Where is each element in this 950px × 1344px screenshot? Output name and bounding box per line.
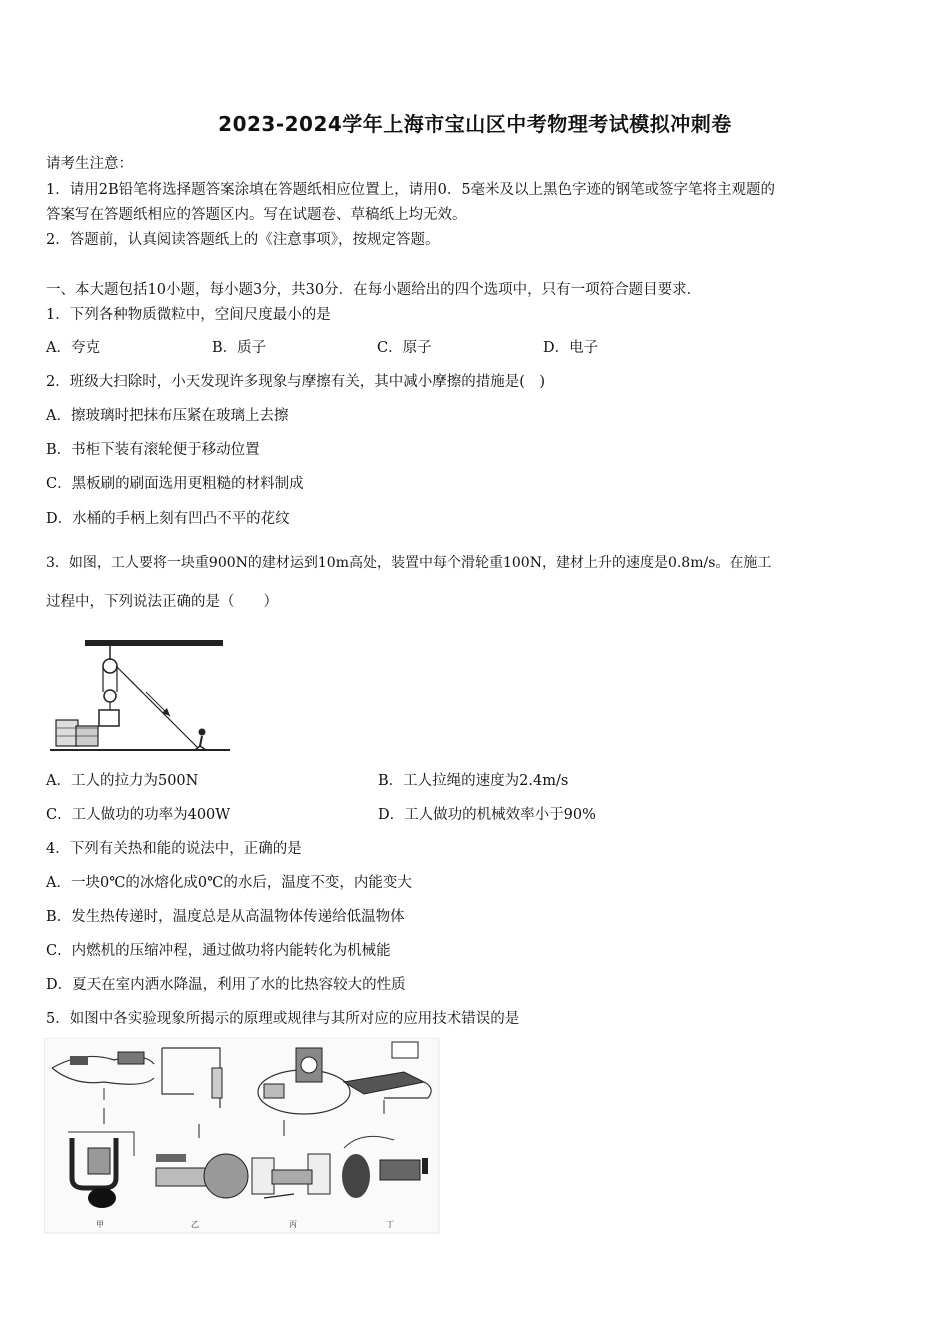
notice-item: 答案写在答题纸相应的答题区内。写在试题卷、草稿纸上均无效。 bbox=[46, 207, 467, 223]
q4-option-d: D．夏天在室内洒水降温，利用了水的比热容较大的性质 bbox=[46, 977, 406, 993]
page-title: 2023-2024学年上海市宝山区中考物理考试模拟冲刺卷 bbox=[218, 112, 732, 136]
question-3-stem: 3．如图，工人要将一块重900N的建材运到10m高处，装置中每个滑轮重100N，建材上升的速度是0.8m/s。在施工 bbox=[46, 555, 772, 571]
q4-option-a: A．一块0℃的冰熔化成0℃的水后，温度不变，内能变大 bbox=[46, 875, 412, 891]
question-1-stem: 1．下列各种物质微粒中，空间尺度最小的是 bbox=[46, 307, 331, 323]
question-4-stem: 4．下列有关热和能的说法中，正确的是 bbox=[46, 841, 302, 857]
figure-label-yi: 乙 bbox=[191, 1220, 199, 1229]
q2-option-b: B．书柜下装有滚轮便于移动位置 bbox=[46, 442, 260, 458]
q2-option-d: D．水桶的手柄上刻有凹凸不平的花纹 bbox=[46, 511, 290, 527]
q1-option-c: C．原子 bbox=[377, 340, 432, 356]
notice-item: 2．答题前，认真阅读答题纸上的《注意事项》，按规定答题。 bbox=[46, 232, 440, 248]
figure-label-bing: 丙 bbox=[289, 1220, 297, 1229]
q3-option-c: C．工人做功的功率为400W bbox=[46, 807, 231, 823]
figure-label-ding: 丁 bbox=[386, 1220, 394, 1229]
q1-option-a: A．夸克 bbox=[46, 340, 100, 356]
question-2-stem: 2．班级大扫除时，小天发现许多现象与摩擦有关，其中减小摩擦的措施是( ) bbox=[46, 374, 546, 390]
pulley-diagram bbox=[50, 636, 235, 756]
notice-heading: 请考生注意： bbox=[46, 156, 133, 172]
question-5-stem: 5．如图中各实验现象所揭示的原理或规律与其所对应的应用技术错误的是 bbox=[46, 1011, 520, 1027]
q3-option-d: D．工人做功的机械效率小于90% bbox=[378, 807, 596, 823]
section-heading: 一、本大题包括10小题，每小题3分，共30分．在每小题给出的四个选项中，只有一项符合题目要求． bbox=[46, 282, 702, 298]
q3-option-a: A．工人的拉力为500N bbox=[46, 773, 199, 789]
q1-option-b: B．质子 bbox=[212, 340, 267, 356]
q4-option-b: B．发生热传递时，温度总是从高温物体传递给低温物体 bbox=[46, 909, 405, 925]
figure-label-jia: 甲 bbox=[96, 1220, 104, 1229]
q2-option-c: C．黑板刷的刷面选用更粗糙的材料制成 bbox=[46, 476, 304, 492]
q1-option-d: D．电子 bbox=[543, 340, 599, 356]
q3-option-b: B．工人拉绳的速度为2.4m/s bbox=[378, 773, 569, 789]
experiments-figure bbox=[44, 1038, 440, 1234]
notice-item: 1．请用2B铅笔将选择题答案涂填在答题纸相应位置上，请用0．5毫米及以上黑色字迹的钢笔或签字笔将主观题的 bbox=[46, 182, 776, 198]
question-3-stem-cont: 过程中，下列说法正确的是（ ） bbox=[46, 594, 278, 610]
q4-option-c: C．内燃机的压缩冲程，通过做功将内能转化为机械能 bbox=[46, 943, 391, 959]
q2-option-a: A．擦玻璃时把抹布压紧在玻璃上去擦 bbox=[46, 408, 289, 424]
